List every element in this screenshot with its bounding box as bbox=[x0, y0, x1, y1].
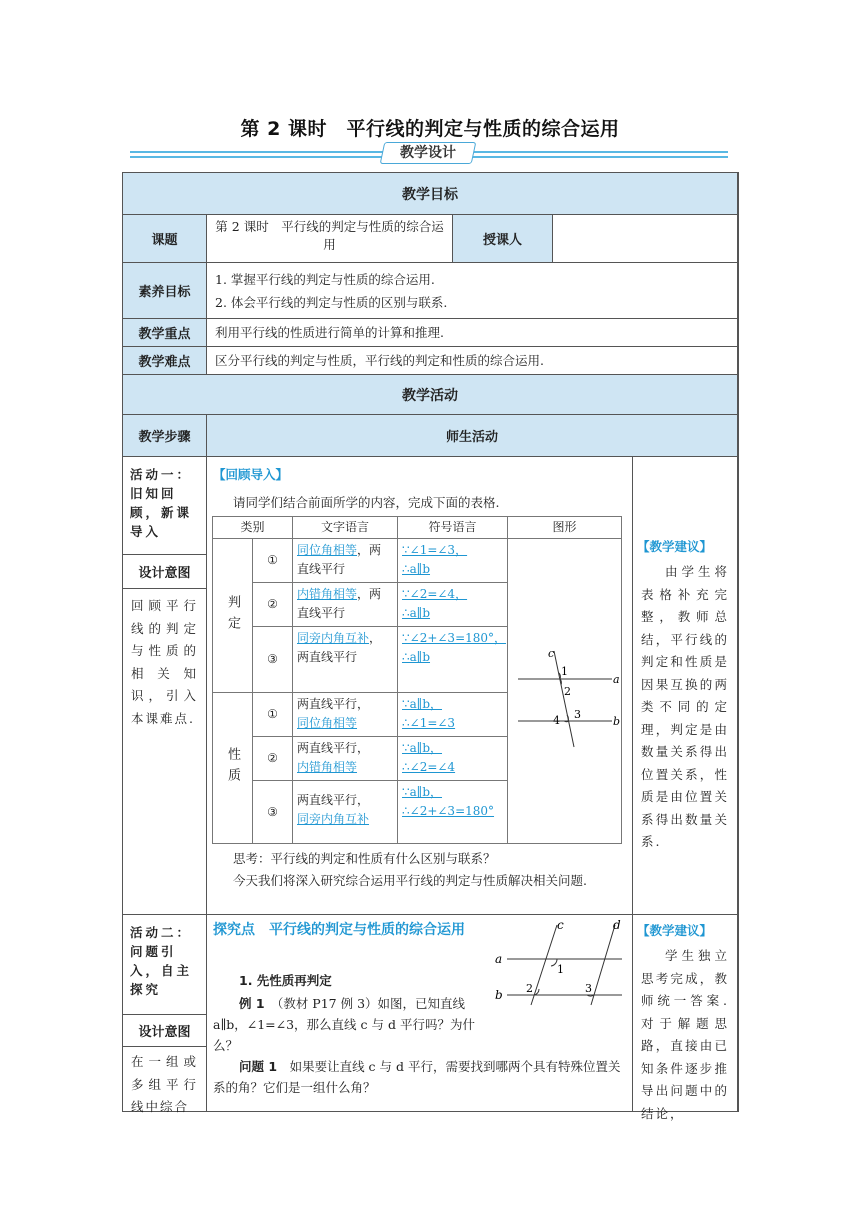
label-a: a bbox=[613, 673, 620, 686]
answer-blank: ∵a∥b， bbox=[402, 741, 443, 755]
sub-heading: 1. 先性质再判定 bbox=[239, 973, 332, 988]
angle-3-label: 3 bbox=[574, 708, 581, 721]
row-number: ③ bbox=[253, 781, 293, 843]
answer-blank: 同位角相等 bbox=[297, 543, 358, 557]
row-number: ① bbox=[253, 539, 293, 583]
answer-blank: ∴∠1=∠3 bbox=[402, 716, 456, 730]
text-rest: ，两直线平行 bbox=[297, 543, 382, 576]
text-rest: 两直线平行， bbox=[297, 697, 370, 711]
text-cell bbox=[293, 737, 398, 781]
teacher-student-label: 师生活动 bbox=[207, 415, 738, 457]
key-point-label: 教学重点 bbox=[123, 319, 207, 347]
text-cell bbox=[293, 781, 398, 843]
answer-blank: ∴a∥b bbox=[402, 562, 431, 576]
question-label: 问题 1 bbox=[239, 1059, 278, 1074]
answer-blank: 同旁内角互补 bbox=[297, 631, 370, 645]
suggestion-label: 【教学建议】 bbox=[637, 539, 713, 554]
review-intro: 请同学们结合前面所学的内容，完成下面的表格. bbox=[233, 495, 500, 510]
think-question: 思考：平行线的判定和性质有什么区别与联系？ bbox=[233, 851, 496, 866]
literacy-item: 1. 掌握平行线的判定与性质的综合运用. bbox=[215, 272, 435, 287]
activity1-suggestion bbox=[633, 457, 738, 915]
label-c: c bbox=[548, 647, 555, 660]
text-cell bbox=[293, 539, 398, 583]
symbol-cell bbox=[398, 693, 508, 737]
suggestion-text: 学生独立思考完成，教师统一答案. 对于解题思路，直接由已知条件逐步推导出问题中的结论， bbox=[641, 948, 729, 1121]
row-number: ② bbox=[253, 737, 293, 781]
text-cell bbox=[293, 693, 398, 737]
group-properties: 性质 bbox=[213, 693, 253, 843]
activity2-design-text: 在一组或多组平行线中综合 bbox=[123, 1047, 207, 1111]
today-intro: 今天我们将深入研究综合运用平行线的判定与性质解决相关问题. bbox=[233, 873, 587, 888]
answer-blank: ∴a∥b bbox=[402, 606, 431, 620]
label-b: b bbox=[495, 988, 503, 1002]
answer-blank: 同位角相等 bbox=[297, 716, 358, 730]
label-a: a bbox=[495, 952, 503, 966]
activity2-content bbox=[207, 915, 633, 1111]
col-header-symbol: 符号语言 bbox=[398, 517, 508, 539]
symbol-cell bbox=[398, 781, 508, 843]
angle-2-label: 2 bbox=[564, 685, 571, 698]
group-criteria: 判定 bbox=[213, 539, 253, 693]
question-1 bbox=[213, 1056, 627, 1098]
example-1 bbox=[213, 993, 475, 1056]
angle-2-label: 2 bbox=[526, 982, 533, 995]
literacy-goals bbox=[207, 263, 738, 319]
suggestion-label: 【教学建议】 bbox=[637, 923, 713, 938]
difficult-point-label: 教学难点 bbox=[123, 347, 207, 375]
text-cell bbox=[293, 583, 398, 627]
suggestion-text: 由学生将表格补充完整，教师总结，平行线的判定和性质是因果互换的两类不同的定理，判定是由数量关系得出位置关系，性质是由位置关系得出数量关系. bbox=[641, 564, 729, 849]
topic-value: 第 2 课时 平行线的判定与性质的综合运用 bbox=[207, 215, 453, 263]
answer-blank: ∵a∥b， bbox=[402, 785, 443, 799]
col-header-category: 类别 bbox=[213, 517, 293, 539]
example-text: （教材 P17 例 3）如图，已知直线 a∥b，∠1=∠3，那么直线 c 与 d 平行吗？为什么？ bbox=[213, 996, 475, 1053]
activity1-design-label: 设计意图 bbox=[123, 555, 207, 589]
activities-header: 教学活动 bbox=[123, 375, 738, 415]
angle-1-label: 1 bbox=[561, 665, 568, 678]
parallel-lines-figure-1 bbox=[508, 539, 621, 843]
activity2-design-label: 设计意图 bbox=[123, 1015, 207, 1047]
difficult-point-value: 区分平行线的判定与性质，平行线的判定和性质的综合运用. bbox=[207, 347, 738, 375]
text-rest: 两直线平行， bbox=[297, 741, 370, 755]
answer-blank: ∴a∥b bbox=[402, 650, 431, 664]
label-d: d bbox=[613, 918, 621, 932]
answer-blank: 同旁内角互补 bbox=[297, 812, 370, 826]
angle-3-label: 3 bbox=[585, 982, 592, 995]
teacher-value[interactable] bbox=[553, 215, 738, 263]
activity1-name: 活动一：旧知回顾，新课导入 bbox=[123, 457, 207, 555]
text-rest: 两直线平行， bbox=[297, 793, 370, 807]
label-b: b bbox=[613, 715, 621, 728]
answer-blank: 内错角相等 bbox=[297, 587, 358, 601]
row-number: ① bbox=[253, 693, 293, 737]
label-c: c bbox=[557, 918, 564, 932]
angle-4-label: 4 bbox=[553, 714, 560, 727]
banner bbox=[130, 147, 728, 161]
col-header-figure: 图形 bbox=[508, 517, 621, 539]
parallel-lines-figure-2 bbox=[487, 915, 627, 1005]
example-label: 例 1 bbox=[239, 996, 265, 1011]
row-number: ③ bbox=[253, 627, 293, 693]
explore-title: 探究点 平行线的判定与性质的综合运用 bbox=[213, 922, 465, 938]
review-table bbox=[212, 516, 622, 844]
col-header-text: 文字语言 bbox=[293, 517, 398, 539]
banner-label: 教学设计 bbox=[400, 145, 456, 161]
steps-label: 教学步骤 bbox=[123, 415, 207, 457]
text-rest: ，两直线平行 bbox=[297, 631, 382, 664]
symbol-cell bbox=[398, 627, 508, 693]
answer-blank: ∵∠1=∠3， bbox=[402, 543, 468, 557]
review-section-title: 【回顾导入】 bbox=[213, 467, 289, 482]
answer-blank: 内错角相等 bbox=[297, 760, 358, 774]
angle-1-label: 1 bbox=[557, 963, 564, 976]
symbol-cell bbox=[398, 737, 508, 781]
literacy-item: 2. 体会平行线的判定与性质的区别与联系. bbox=[215, 295, 448, 310]
activity2-name: 活动二：问题引入，自主探究 bbox=[123, 915, 207, 1015]
figure-cell bbox=[508, 539, 621, 843]
symbol-cell bbox=[398, 583, 508, 627]
question-text: 如果要让直线 c 与 d 平行，需要找到哪两个具有特殊位置关系的角？它们是一组什么角？ bbox=[213, 1059, 621, 1095]
answer-blank: ∴∠2+∠3=180° bbox=[402, 804, 495, 818]
text-rest: ，两直线平行 bbox=[297, 587, 382, 620]
key-point-value: 利用平行线的性质进行简单的计算和推理. bbox=[207, 319, 738, 347]
activity2-suggestion bbox=[633, 915, 738, 1121]
literacy-label: 素养目标 bbox=[123, 263, 207, 319]
answer-blank: ∵∠2=∠4， bbox=[402, 587, 468, 601]
goals-header: 教学目标 bbox=[123, 173, 738, 215]
topic-label: 课题 bbox=[123, 215, 207, 263]
symbol-cell bbox=[398, 539, 508, 583]
answer-blank: ∴∠2=∠4 bbox=[402, 760, 456, 774]
activity1-design-text: 回顾平行线的判定与性质的相关知识，引入本课难点. bbox=[123, 589, 207, 915]
answer-blank: ∵∠2+∠3=180°， bbox=[402, 631, 507, 645]
answer-blank: ∵a∥b， bbox=[402, 697, 443, 711]
row-number: ② bbox=[253, 583, 293, 627]
teacher-label: 授课人 bbox=[453, 215, 553, 263]
text-cell bbox=[293, 627, 398, 693]
page-title: 第 2 课时 平行线的判定与性质的综合运用 bbox=[240, 118, 620, 140]
